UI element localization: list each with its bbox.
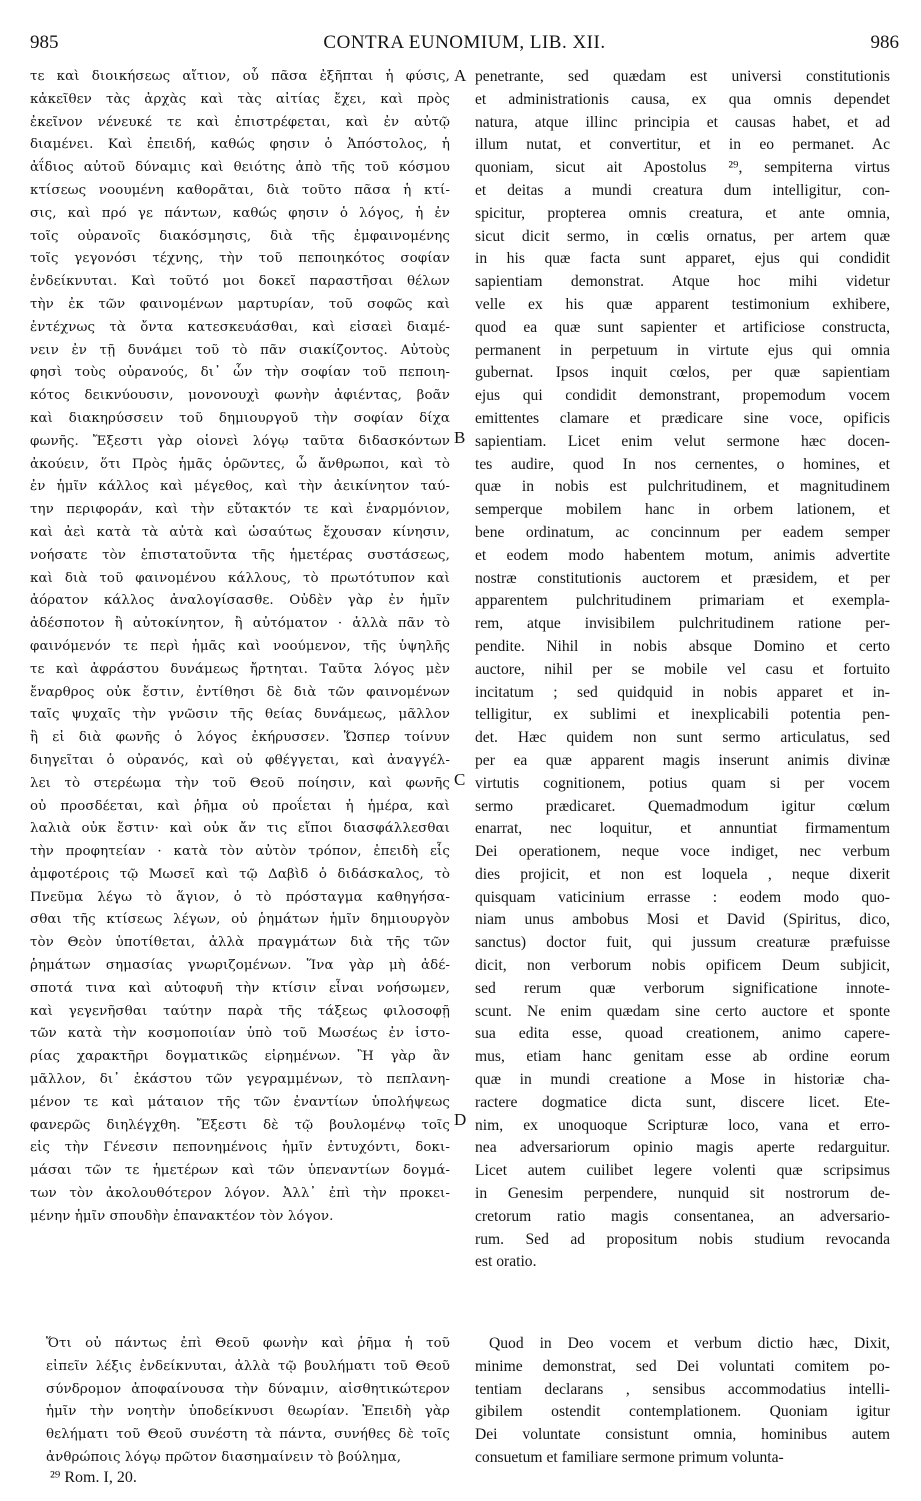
latin-text-line: gibilem ostendit contemplationem. Quoniam igitur [475,1403,890,1421]
page-number-right: 986 [870,32,899,53]
latin-text-line: tes audire, quod In nos cernentes, o homines, et [475,455,890,473]
latin-text-line: quoniam, sicut ait Apostolus ²⁹, sempiterna virtus [475,159,890,177]
greek-text-line: ταῖς ψυχαῖς τὴν γνῶσιν τῆς θείας δυνάμεως, μᾶλλον [30,707,450,723]
greek-text-line: οὐ προσδέεται, καὶ ῥῆμα οὐ προΐεται ἡ ἡμέρα, καὶ [30,798,450,814]
latin-text-line: sermo prædicaret. Quemadmodum igitur cœlum [475,797,890,815]
latin-text-line: emittentes clamare et prædicare sine voce, opificis [475,409,890,427]
greek-text-line: διηγεῖται ὁ οὐρανός, καὶ οὐ φθέγγεται, καὶ ἀναγγέλ- [30,752,450,768]
greek-column-section-2 [46,1333,450,1470]
latin-text-line: sed rerum quæ verborum significatione innote- [475,979,890,997]
latin-text-line: quæ in mundi creatione a Mose in historiæ cha- [475,1071,890,1089]
greek-text-line: καὶ γεγενῆσθαι ταύτην παρὰ τῆς τάξεως φιλοσοφῇ [30,1003,450,1019]
greek-text-line: ἐν ἡμῖν κάλλος καὶ μέγεθος, καὶ τὴν ἀεικίνητον ταύ- [30,479,450,495]
greek-text-line: νειν ἐν τῇ δυνάμει τοῦ τὸ πᾶν σιακίζοντος. Αὐτοὺς [30,342,450,358]
latin-text-line: est oratio. [475,1253,537,1271]
latin-text-line: sanctus) doctor fuit, qui jussum creaturæ præfuisse [475,934,890,952]
greek-text-line: εἰς τὴν Γένεσιν πεπονημένοις ἡμῖν ἐντυχόντι, δοκι- [30,1140,450,1156]
greek-text-line: καὶ ἀεὶ κατὰ τὰ αὐτὰ καὶ ὡσαύτως ἔχουσαν κίνησιν, [30,524,450,540]
latin-text-line: rum. Sed ad propositum nobis studium revocanda [475,1230,890,1248]
latin-text-line: tentiam declarans , sensibus accommodatius intelli- [475,1380,890,1398]
latin-text-line: Quod in Deo vocem et verbum dictio hæc, Dixit, [489,1335,890,1352]
latin-text-line: Dei voluntate consistunt omnia, hominibus autem [475,1426,890,1444]
greek-text-line: την περιφοράν, καὶ τὴν εὔτακτόν τε καὶ ἐναρμόνιον, [30,502,450,518]
latin-text-line: quisquam vaticinium errasse : eodem modo quo- [475,888,890,906]
latin-text-line: penetrante, sed quædam est universi constitutionis [475,68,890,85]
latin-text-line: apparentem pulchritudinem primariam et exempla- [475,592,890,610]
latin-text-line: scunt. Ne enim quædam sine certo auctore et sponte [475,1002,890,1020]
greek-text-line: μένον τε καὶ μάταιον τῆς τῶν ἐναντίων ὑπολήψεως [30,1094,450,1110]
greek-column [30,66,450,1229]
latin-text-line: nostræ constitutionis auctorem et præsidem, et per [475,569,890,587]
greek-text-line: καὶ διὰ τοῦ φαινομένου κάλλους, τὸ πρωτότυπον καὶ [30,570,450,586]
greek-text-line: φανερῶς διηλέγχθη. Ἔξεστι δὲ τῷ βουλομένῳ τοῖς [30,1117,450,1133]
latin-text-line: sapientiam demonstrat. Atque hoc mihi videtur [475,273,890,291]
latin-text-line: illum nutat, et convertitur, et in eo permanet. Ac [475,136,890,154]
greek-text-line: ἀδέσποτον ἢ αὐτοκίνητον, ἢ αὐτόματον · ἀλλὰ πᾶν τὸ [30,616,450,632]
greek-text-line: λει τὸ στερέωμα τὴν τοῦ Θεοῦ ποίησιν, καὶ φωνῆς [30,775,450,791]
greek-text-line: ἐντέχνως τὰ ὄντα κατεσκευάσθαι, καὶ εἰσαεὶ διαμέ- [30,319,450,335]
latin-text-line: auctore, nihil per se mobile vel casu et fortuito [475,660,890,678]
latin-text-line: enarrat, nec loquitur, et annuntiat firmamentum [475,820,890,838]
latin-text-line: quod ea quæ sunt sapienter et artificiose constructa, [475,318,890,336]
greek-text-line: τῶν κατὰ τὴν κοσμοποιίαν ὑπὸ τοῦ Μωσέως ἐν ἱστο- [30,1026,450,1042]
latin-text-line: dicit, non verborum nobis opificem Deum subjicit, [475,957,890,975]
greek-text-line: κότος δεικνύουσιν, μονονουχὶ φωνὴν ἀφιέντας, βοᾶν [30,388,450,404]
latin-text-line: telligitur, ex sublimi et inexplicabili potentia pen- [475,706,890,724]
latin-text-line: minime demonstrat, sed Dei voluntati comitem po- [475,1357,890,1375]
latin-text-line: virtutis cognitionem, potius quam si per vocem [475,774,890,792]
footnote: ²⁹ Rom. I, 20. [50,1469,137,1486]
latin-text-line: in Genesim perpendere, nunquid sit nostrorum de- [475,1185,890,1203]
greek-text-line: ἀκούειν, ὅτι Πρὸς ἡμᾶς ὁρῶντες, ὦ ἄνθρωποι, καὶ τὸ [30,456,450,472]
latin-text-line: sua edita esse, quoad creationem, animo capere- [475,1025,890,1043]
greek-text-line: τὸν Θεὸν ὑποτίθεται, ἀλλὰ πραγμάτων διὰ τῆς τῶν [30,935,450,951]
greek-text-line: τοῖς οὐρανοῖς διακόσμησις, διὰ τῆς ἐμφαινομένης [30,228,450,244]
latin-text-line: rem, atque invisibilem pulchritudinem ratione per- [475,615,890,633]
greek-text-line: καὶ διακηρύσσειν τοῦ δημιουργοῦ τὴν σοφίαν δίχα [30,410,450,426]
greek-text-line: τὴν προφητείαν · κατὰ τὸν αὐτὸν τρόπον, ἐπειδὴ εἷς [30,844,450,860]
greek-text-line: μᾶλλον, δι᾽ ἑκάστου τῶν γεγραμμένων, τὸ πεπλανη- [30,1072,450,1088]
latin-text-line: et administrationis causa, ex qua omnis dependet [475,90,890,108]
latin-text-line: Dei operationem, neque voce indiget, nec verbum [475,843,890,861]
greek-text-line: εἰπεῖν λέξις ἐνδείκνυται, ἀλλὰ τῷ βουλήματι τοῦ Θεοῦ [46,1358,450,1374]
latin-text-line: mus, etiam hanc genitam esse ab ordine eorum [475,1048,890,1066]
latin-text-line: spicitur, propterea omnis creatura, et ante omnia, [475,204,890,222]
latin-text-line: ractere dogmatice dicta sunt, discere licet. Ete- [475,1093,890,1111]
greek-text-line: τὴν ἐκ τῶν φαινομένων μαρτυρίαν, τοῦ σοφῶς καὶ [30,296,450,312]
greek-text-line: Πνεῦμα λέγω τὸ ἅγιον, ὁ τὸ πρόσταγμα καθηγήσα- [30,889,450,905]
greek-text-line: διαμένει. Καὶ ἐπειδή, καθώς φησιν ὁ Ἀπόστολος, ἡ [30,137,450,153]
page-number-left: 985 [30,32,59,53]
greek-text-line: μάσαι τῶν τε ἡμετέρων καὶ τῶν ὑπεναντίων δογμά- [30,1163,450,1179]
greek-text-line: ἢ εἰ διὰ φωνῆς ὁ λόγος ἐκήρυσσεν. Ὥσπερ τοίνυν [30,730,450,746]
latin-text-line: niam unus ambobus Mosi et David (Spiritus, dico, [475,911,890,929]
latin-text-line: Licet autem cuilibet legere volenti quæ scripsimus [475,1162,890,1180]
latin-text-line: det. Hæc quidem non sunt sermo articulatus, sed [475,729,890,747]
latin-text-line: sicut dicit sermo, in cœlis ornatus, per artem quæ [475,227,890,245]
greek-text-line: ἀόρατον κάλλος ἀναλογίσασθε. Οὐδὲν γὰρ ἐν ἡμῖν [30,593,450,609]
page-header [30,30,899,60]
greek-text-line: Ὅτι οὐ πάντως ἐπὶ Θεοῦ φωνὴν καὶ ῥῆμα ἡ τοῦ [46,1336,450,1351]
greek-text-line: τοῖς γεγονόσι τέχνης, τὴν τοῦ πεποιηκότος σοφίαν [30,251,450,267]
latin-text-line: et eodem modo habentem motum, animis advertite [475,546,890,564]
latin-text-line: velle ex his quæ apparent testimonium exhibere, [475,295,890,313]
greek-text-line: ρίας χαρακτῆρι δογματικῶς εἰρημένων. Ἢ γὰρ ἂν [30,1049,450,1065]
greek-text-line: σποτά τινα καὶ αὐτοφυῆ τὴν κτίσιν εἶναι νοήσωμεν, [30,980,450,996]
latin-text-line: incitatum ; sed quidquid in nobis apparet et in- [475,683,890,701]
latin-text-line: consuetum et familiare sermone primum volunta- [475,1448,784,1466]
running-title: CONTRA EUNOMIUM, LIB. XII. [323,32,606,53]
latin-text-line: et deitas a mundi creatura dum intelligitur, con- [475,181,890,199]
greek-text-line: σις, καὶ πρό γε πάντων, καθώς φησιν ὁ λόγος, ἡ ἐν [30,205,450,221]
latin-text-line: in his quæ facta sunt apparet, ejus qui condidit [475,250,890,268]
greek-text-line: θελήματι τοῦ Θεοῦ συνέστη τὰ πάντα, συνήθες δὲ τοῖς [46,1427,450,1443]
latin-text-line: pendite. Nihil in nobis absque Domino et certo [475,637,890,655]
greek-text-line: φωνῆς. Ἔξεστι γὰρ οἱονεὶ λόγῳ ταῦτα διδασκόντων [30,433,450,449]
greek-text-line: σύνδρομον ἀποφαίνουσα τὴν δύναμιν, αἰσθητικώτερον [46,1381,450,1397]
margin-marker-c: C [454,770,466,789]
greek-text-line: ῥημάτων σημασίας γνωριζομένων. Ἵνα γὰρ μὴ ἀδέ- [30,958,450,974]
greek-text-line: λαλιὰ οὐκ ἔστιν· καὶ οὐκ ἄν τις εἴποι διασφάλλεσθαι [30,821,450,837]
latin-text-line: gubernat. Ipsos inquit cœlos, per quæ sapientiam [475,364,890,382]
greek-text-line: ἀνθρώποις λόγῳ πρῶτον διασημαίνειν τὸ βούλημα, [46,1449,402,1465]
latin-text-line: nea adversariorum opinio magis aperte redarguitur. [475,1139,890,1157]
greek-text-line: ἡμῖν τὴν νοητὴν ὑποδείκνυσι θεωρίαν. Ἐπειδὴ γὰρ [46,1404,450,1420]
latin-text-line: sapientiam. Licet enim velut sermone hæc docen- [475,432,890,450]
latin-text-line: semperque mobilem hanc in orbem lationem, et [475,501,890,519]
latin-column-section-2 [475,1333,890,1470]
latin-text-line: ejus qui condidit demonstrant, propemodum vocem [475,387,890,405]
margin-marker-b: B [454,428,466,447]
greek-text-line: κτίσεως νοουμένη καθορᾶται, διὰ τοῦτο πᾶσα ἡ κτί- [30,182,450,198]
greek-text-line: των τὸν ἀκολουθότερον λόγον. Ἀλλ᾽ ἐπὶ τὴν προκει- [30,1186,450,1202]
greek-text-line: φαινόμενόν τε περὶ ἡμᾶς καὶ νοούμενον, τῆς ὑψηλῆς [30,638,450,654]
latin-text-line: nim, ex unoquoque Scripturæ loco, vana et erro- [475,1116,890,1134]
latin-text-line: dies projicit, et non est loquela , neque dixerit [475,865,890,883]
greek-text-line: τε καὶ ἀφράστου δυνάμεως ἤρτηται. Ταῦτα λόγος μὲν [30,661,450,677]
latin-text-line: cretorum ratio magis consentanea, an adversario- [475,1207,890,1225]
greek-text-line: σθαι τῆς κτίσεως λέγων, οὐ ῥημάτων ἡμῖν δημιουργὸν [30,912,450,928]
margin-marker-d: D [454,1110,467,1129]
latin-text-line: quæ in nobis est pulchritudinem, et magnitudinem [475,478,890,496]
latin-text-line: permanent in perpetuum in virtute ejus qui omnia [475,341,890,359]
latin-text-line: per ea quæ apparent magis inserunt animis divinæ [475,751,890,769]
greek-text-line: ἐνδείκνυται. Καὶ τοῦτό μοι δοκεῖ παραστῆσαι θέλων [30,274,450,290]
greek-text-line: ἀμφοτέροις τῷ Μωσεῖ καὶ τῷ Δαβὶδ ὁ διδάσκαλος, τὸ [30,866,450,882]
greek-text-line: νοήσατε τὸν ἐπιστατοῦντα τῆς ἡμετέρας συστάσεως, [30,547,450,563]
greek-text-line: κἀκεῖθεν τὰς ἀρχὰς καὶ τὰς αἰτίας ἔχει, καὶ πρὸς [30,91,450,107]
greek-text-line: ἔναρθρος οὐκ ἔστιν, ἐντίθησι δὲ διὰ τῶν φαινομένων [30,684,450,700]
greek-text-line: μένην ἡμῖν σπουδὴν ἐπανακτέον τὸν λόγον. [30,1208,334,1224]
greek-text-line: τε καὶ διοικήσεως αἴτιον, οὗ πᾶσα ἐξῆπται ἡ φύσις, [30,69,450,84]
latin-text-line: bene ordinatum, ac concinnum per eadem semper [475,523,890,541]
greek-text-line: φησὶ τοὺς οὐρανούς, δι᾽ ὧν τὴν σοφίαν τοῦ πεποιη- [30,365,450,381]
latin-column [475,66,890,1274]
greek-text-line: ἐκεῖνον νένευκέ τε καὶ ἐπιστρέφεται, καὶ ἐν αὐτῷ [30,114,450,130]
latin-text-line: natura, atque illinc principia et causas habet, et ad [475,113,890,131]
greek-text-line: ἀΐδιος αὐτοῦ δύναμις καὶ θειότης ἀπὸ τῆς τοῦ κόσμου [30,160,450,176]
margin-marker-a: A [454,66,467,85]
